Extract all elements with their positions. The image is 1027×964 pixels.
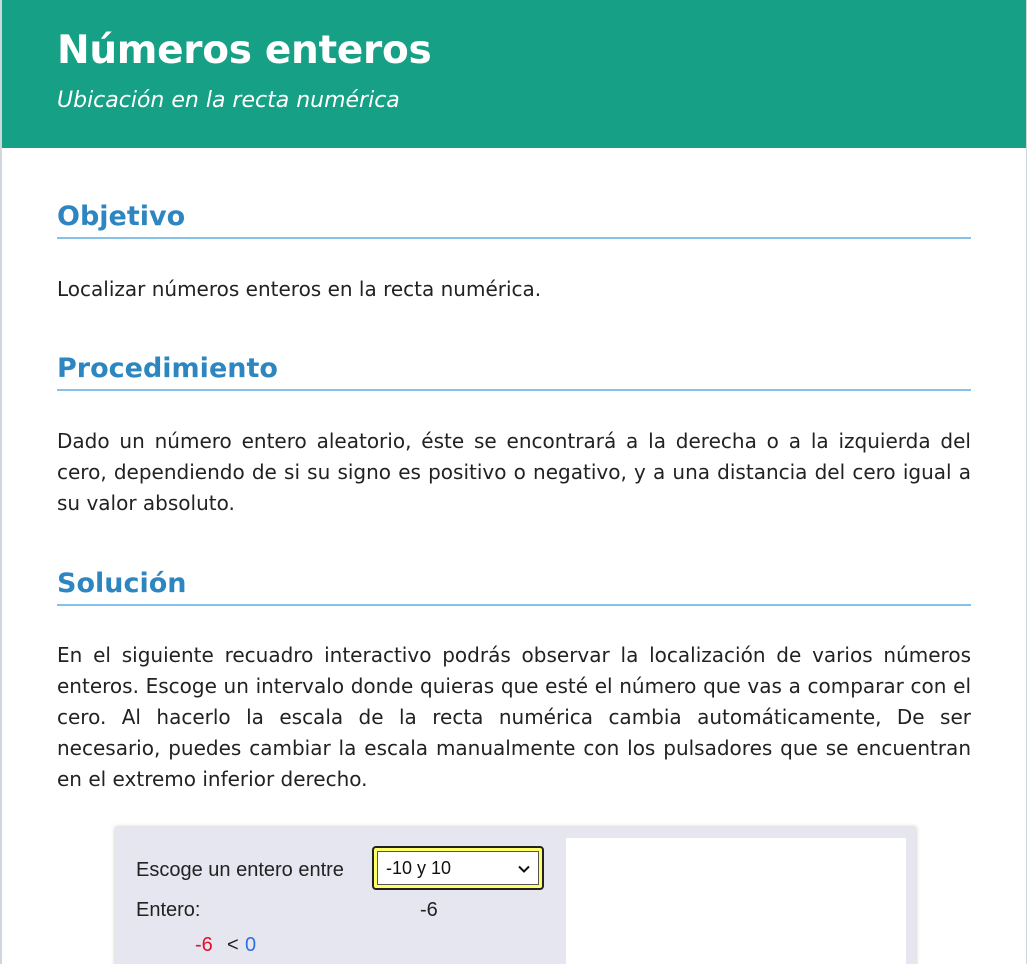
procedimiento-text: Dado un número entero aleatorio, éste se encontrará a la derecha o a la izquierda del cero, dependiendo de si su signo es positivo o negativo, y a una distancia del cero igual a su valor absoluto.	[57, 429, 971, 515]
chevron-down-icon	[518, 863, 530, 875]
header-banner	[2, 0, 1026, 148]
comparison-left: -6	[195, 934, 213, 956]
interval-select[interactable]	[377, 851, 539, 885]
comparison-right: 0	[245, 934, 257, 956]
objetivo-text: Localizar números enteros en la recta numérica.	[57, 277, 542, 301]
section-title-procedimiento: Procedimiento	[57, 351, 971, 391]
choose-integer-label: Escoge un entero entre	[136, 859, 344, 881]
entero-value: -6	[420, 899, 438, 921]
page-title: Números enteros	[57, 28, 432, 73]
interval-select-value: -10 y 10	[386, 857, 452, 878]
interactive-widget	[115, 827, 916, 964]
page-subtitle: Ubicación en la recta numérica	[57, 88, 400, 113]
solucion-text: En el siguiente recuadro interactivo podrás observar la localización de varios números enteros. Escoge un intervalo donde quieras que esté el número que vas a comparar con el cero. Al hacerlo la escala de la recta numérica cambia automáticamente, De ser necesario, puedes cambiar la escala manualmente con los pulsadores que se encuentran en el extremo inferior derecho.	[57, 643, 971, 791]
comparison-operator: <	[227, 934, 239, 956]
number-line-canvas[interactable]	[566, 838, 906, 964]
entero-label: Entero:	[136, 899, 201, 921]
section-title-objetivo: Objetivo	[57, 199, 971, 239]
interval-select-highlight	[372, 846, 544, 890]
section-title-solucion: Solución	[57, 566, 971, 606]
